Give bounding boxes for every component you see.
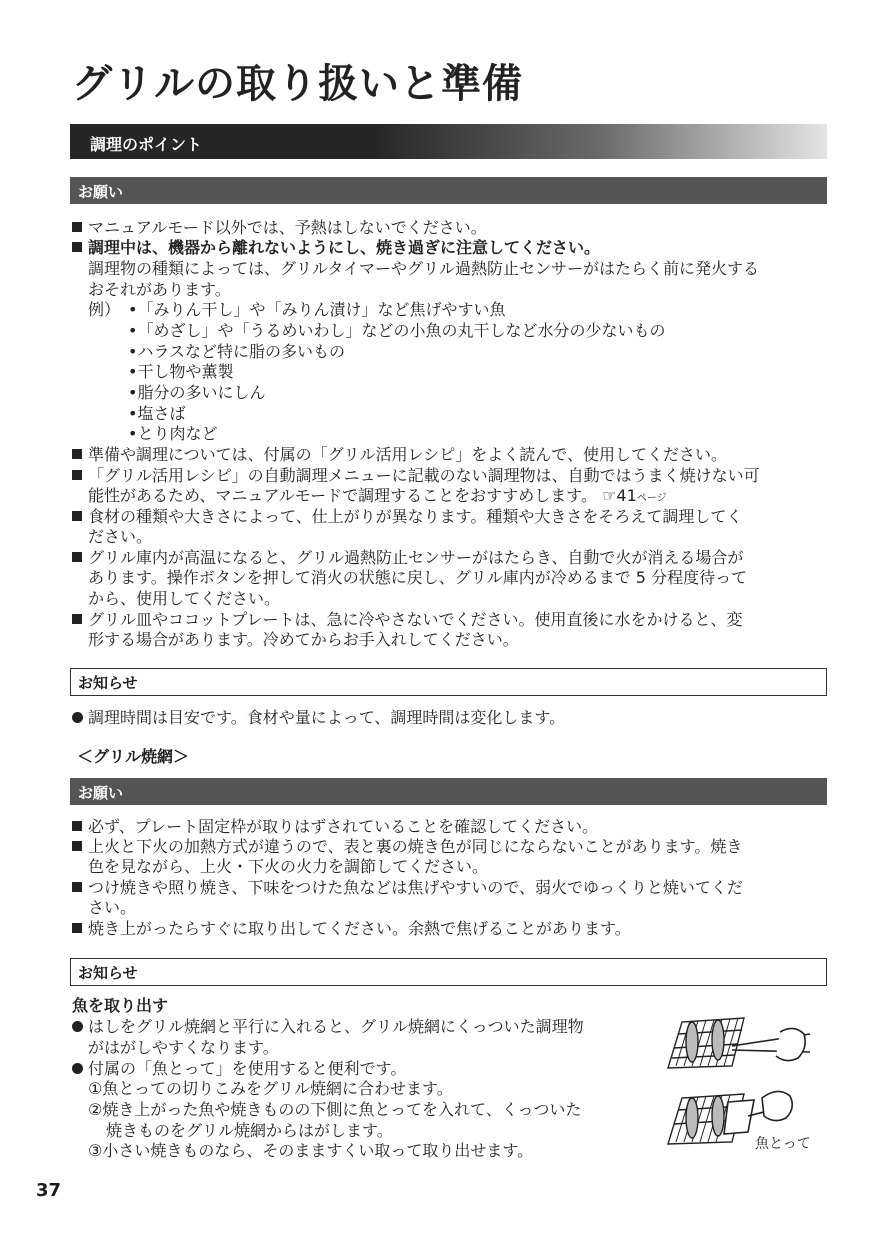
square-bullet-icon <box>72 242 82 252</box>
paragraph-line: がはがしやすくなります。 <box>88 1038 279 1057</box>
step-item: ③小さい焼きものなら、そのまますくい取って取り出せます。 <box>88 1141 534 1160</box>
list-item: はしをグリル焼網と平行に入れると、グリル焼網にくっついた調理物 <box>72 1017 584 1037</box>
paragraph-line: 調理物の種類によっては、グリルタイマーやグリル過熱防止センサーがはたらく前に発火する <box>88 259 760 278</box>
round-bullet-icon <box>72 712 83 723</box>
figure-label: 魚とって <box>755 1136 811 1152</box>
step-item: ②焼き上がった魚や焼きものの下側に魚とってを入れて、くっついた <box>88 1100 582 1119</box>
page-reference-icon: ☞ <box>602 486 617 505</box>
example-item: •干し物や薫製 <box>128 362 234 381</box>
list-item: グリル庫内が高温になると、グリル過熱防止センサーがはたらき、自動で火が消える場合が <box>72 548 743 568</box>
example-item: •とり肉など <box>128 424 218 443</box>
square-bullet-icon <box>72 821 82 831</box>
list-item: 食材の種類や大きさによって、仕上がりが異なります。種類や大きさをそろえて調理してく <box>72 507 742 527</box>
fish-turner-icon <box>724 1091 792 1134</box>
round-bullet-icon <box>72 1021 83 1032</box>
square-bullet-icon <box>72 449 82 459</box>
section-header-cooking-points <box>70 124 827 159</box>
paragraph-line: 形する場合があります。冷めてからお手入れしてください。 <box>88 630 519 649</box>
paragraph-line: 能性があるため、マニュアルモードで調理することをおすすめします。 ☞41ページ <box>88 486 667 505</box>
square-bullet-icon <box>72 511 82 521</box>
chopsticks-grill-net-illustration <box>662 1012 822 1076</box>
example-item: •ハラスなど特に脂の多いもの <box>128 342 345 361</box>
square-bullet-icon <box>72 222 82 232</box>
list-item: 調理時間は目安です。食材や量によって、調理時間は変化します。 <box>72 708 565 728</box>
list-item: 必ず、プレート固定枠が取りはずされていることを確認してください。 <box>72 817 598 837</box>
subsection-heading: ＜グリル焼網＞ <box>77 747 190 766</box>
square-bullet-icon <box>72 841 82 851</box>
example-item: •塩さば <box>128 404 186 423</box>
list-item: マニュアルモード以外では、予熱はしないでください。 <box>72 218 487 238</box>
chopsticks-icon <box>732 1028 810 1060</box>
paragraph-line: から、使用してください。 <box>88 589 281 608</box>
example-item: •脂分の多いにしん <box>128 383 266 402</box>
paragraph-line: 焼きものをグリル焼網からはがします。 <box>106 1121 393 1140</box>
request-header-label: お願い <box>78 784 124 802</box>
example-label: 例） <box>88 300 121 319</box>
square-bullet-icon <box>72 552 82 562</box>
square-bullet-icon <box>72 470 82 480</box>
square-bullet-icon <box>72 614 82 624</box>
list-item: 付属の「魚とって」を使用すると便利です。 <box>72 1059 406 1079</box>
section-header-label: 調理のポイント <box>90 135 203 154</box>
info-header-label: お知らせ <box>78 964 138 982</box>
list-item: 準備や調理については、付属の「グリル活用レシピ」をよく読んで、使用してください。 <box>72 445 727 465</box>
paragraph-line: 色を見ながら、上火・下火の火力を調節してください。 <box>88 857 489 876</box>
paragraph-line: ださい。 <box>88 527 153 546</box>
paragraph-line: おそれがあります。 <box>88 280 231 299</box>
info-header <box>70 958 827 986</box>
list-item: 焼き上がったらすぐに取り出してください。余熱で焦げることがあります。 <box>72 919 631 939</box>
grill-net-icon <box>668 1018 744 1068</box>
step-item: ①魚とっての切りこみをグリル焼網に合わせます。 <box>88 1079 453 1098</box>
page-reference: 41 <box>616 486 637 505</box>
paragraph-line: あります。操作ボタンを押して消火の状態に戻し、グリル庫内が冷めるまで 5 分程度待って <box>88 568 748 587</box>
info-header-label: お知らせ <box>78 674 138 692</box>
round-bullet-icon <box>72 1063 83 1074</box>
page-reference-unit: ページ <box>636 493 667 504</box>
list-item: 上火と下火の加熱方式が違うので、表と裏の焼き色が同じにならないことがあります。焼き <box>72 837 742 857</box>
page-title: グリルの取り扱いと準備 <box>72 61 523 107</box>
list-item-warning: 調理中は、機器から離れないようにし、焼き過ぎに注意してください。 <box>72 238 600 258</box>
square-bullet-icon <box>72 923 82 933</box>
list-item: 「グリル活用レシピ」の自動調理メニューに記載のない調理物は、自動ではうまく焼けない可 <box>72 466 760 486</box>
info-header <box>70 668 827 696</box>
example-item: •「みりん干し」や「みりん漬け」など焦げやすい魚 <box>128 300 506 319</box>
square-bullet-icon <box>72 882 82 892</box>
info-subheading: 魚を取り出す <box>72 996 169 1015</box>
request-header <box>70 778 827 805</box>
page-number: 37 <box>36 1180 62 1201</box>
list-item: つけ焼きや照り焼き、下味をつけた魚などは焦げやすいので、弱火でゆっくりと焼いてくだ <box>72 878 743 898</box>
request-header-label: お願い <box>78 183 124 201</box>
request-header <box>70 177 827 204</box>
list-item: グリル皿やココットプレートは、急に冷やさないでください。使用直後に水をかけると、変 <box>72 610 743 630</box>
paragraph-line: さい。 <box>88 898 137 917</box>
example-item: •「めざし」や「うるめいわし」などの小魚の丸干しなど水分の少ないもの <box>128 321 666 340</box>
